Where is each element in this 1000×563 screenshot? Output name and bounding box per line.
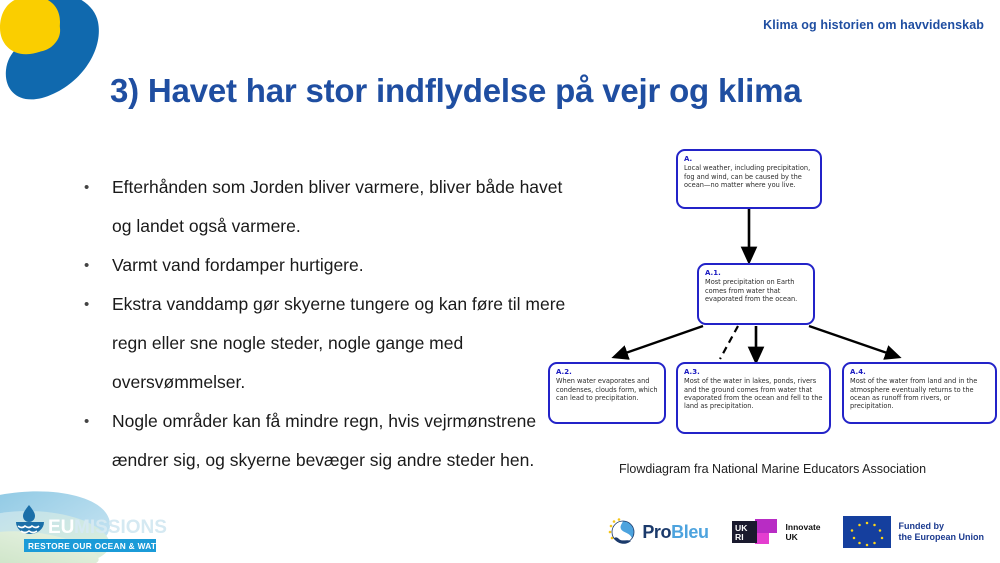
eu-missions-logo (0, 489, 196, 563)
bullet-marker: • (84, 257, 90, 274)
list-item-text: Nogle områder kan få mindre regn, hvis vejrmønstrene ændrer sig, og skyerne bevæger sig andre steder hen. (112, 411, 537, 470)
bullet-marker: • (84, 179, 90, 196)
eu-missions-missions-text: MISSIONS (74, 517, 167, 538)
probleu-globe-icon (607, 517, 637, 547)
probleu-wordmark (642, 522, 708, 543)
ukri-line2: UK (785, 532, 798, 542)
flow-node-a2 (548, 362, 666, 424)
ukri-line1: Innovate (785, 522, 821, 532)
eu-missions-tagline: RESTORE OUR OCEAN & WATERS (28, 541, 175, 551)
flow-node-label: A.3. (684, 368, 700, 376)
ukri-mark-icon (731, 517, 779, 547)
ukri-logo (731, 517, 821, 547)
list-item (78, 246, 568, 285)
bullet-marker: • (84, 413, 90, 430)
eu-funding-line2: the European Union (898, 532, 984, 542)
partner-logos (607, 515, 984, 549)
diagram-caption: Flowdiagram fra National Marine Educators Association (618, 462, 927, 476)
list-item (78, 402, 568, 480)
probleu-bleu-text: Bleu (671, 521, 709, 542)
flow-node-text: Most of the water in lakes, ponds, rivers and the ground comes from water that evaporated from the ocean and fell to the land as precipitation. (684, 377, 823, 411)
page-title: 3) Havet har stor indflydelse på vejr og klima (110, 72, 802, 110)
list-item-text: Efterhånden som Jorden bliver varmere, bliver både havet og landet også varmere. (112, 177, 563, 236)
eu-funding-line1: Funded by (898, 521, 944, 531)
flow-node-text: When water evaporates and condenses, clouds form, which can lead to precipitation. (556, 377, 658, 402)
organization-logo-icon (0, 0, 106, 106)
svg-text:UK: UK (734, 523, 747, 533)
flow-node-text: Local weather, including precipitation, fog and wind, can be caused by the ocean—no matter where you live. (684, 164, 811, 189)
eu-funding-text (899, 521, 985, 543)
flow-node-label: A.1. (705, 269, 721, 277)
flow-node-label: A. (684, 155, 693, 163)
flow-node-a3 (676, 362, 831, 434)
eu-funding-logo (843, 516, 985, 548)
list-item-text: Ekstra vanddamp gør skyerne tungere og kan føre til mere regn eller sne nogle steder, nogle gange med oversvømmelser. (112, 294, 566, 392)
flow-node-text: Most precipitation on Earth comes from water that evaporated from the ocean. (705, 278, 798, 303)
eu-missions-eu-text: EU (48, 517, 75, 538)
bullet-list (78, 168, 568, 480)
list-item-text: Varmt vand fordamper hurtigere. (112, 255, 364, 275)
flow-node-a (676, 149, 822, 209)
flow-node-label: A.4. (850, 368, 866, 376)
flow-node-text: Most of the water from land and in the atmosphere eventually returns to the ocean as runoff from rivers, or precipitation. (850, 377, 978, 411)
flow-node-a1 (697, 263, 815, 325)
flow-diagram (545, 145, 1000, 445)
probleu-logo (607, 517, 708, 547)
svg-text:RI: RI (734, 532, 744, 542)
flow-node-a4 (842, 362, 997, 424)
list-item (78, 285, 568, 402)
eu-flag-icon (843, 516, 891, 548)
bullet-marker: • (84, 296, 90, 313)
probleu-pro-text: Pro (642, 521, 672, 542)
flow-node-label: A.2. (556, 368, 572, 376)
slide-kicker: Klima og historien om havvidenskab (763, 18, 984, 32)
list-item (78, 168, 568, 246)
ukri-innovate-text (786, 522, 821, 542)
